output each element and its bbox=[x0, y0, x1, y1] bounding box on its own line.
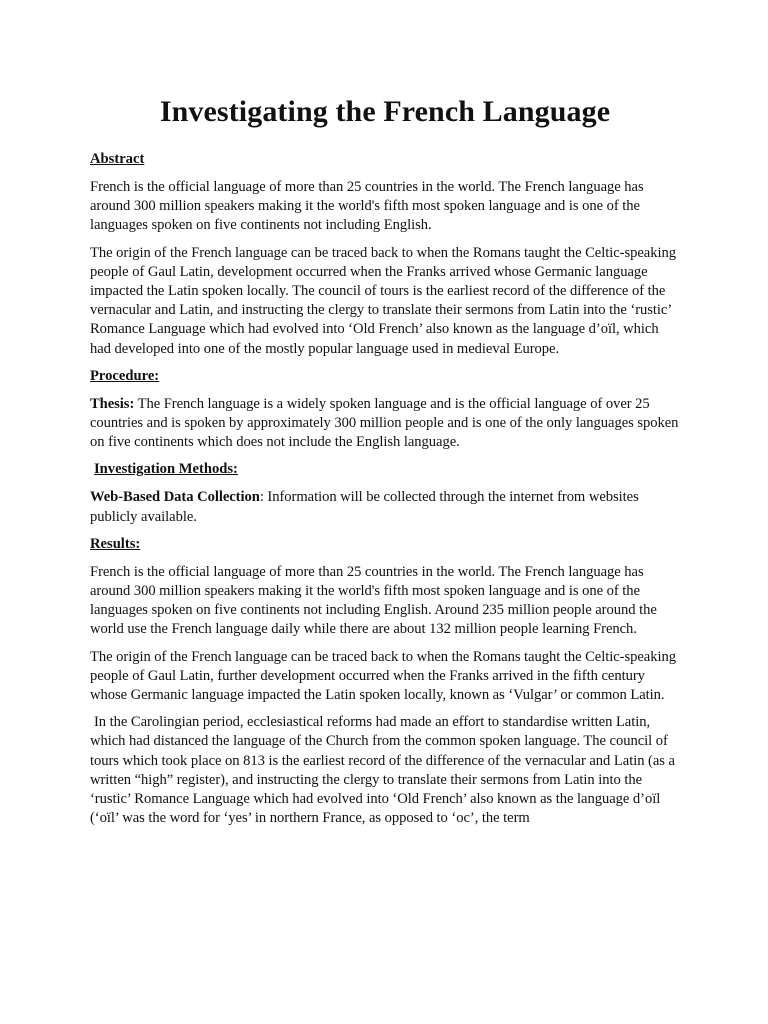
thesis-paragraph bbox=[90, 395, 680, 453]
results-paragraph-1: French is the official language of more than 25 countries in the world. The French language has around 300 million speakers making it the world's fifth most spoken language and is one of the languages spoken on five continents not including English. Around 235 million people around the world use the French language daily while there are about 132 million people learning French. bbox=[90, 563, 657, 638]
results-paragraph-3: In the Carolingian period, ecclesiastical reforms had made an effort to standardise written Latin, which had distanced the language of the Church from the common spoken language. The council of tours which took place on 813 is the earliest record of the difference of the vernacular and Latin (as a written “high” register), and instructing the clergy to translate their sermons from Latin into the ‘rustic’ Romance Language which had evolved into ‘Old French’ also known as the language d’oïl (‘oïl’ was the word for ‘yes’ in northern France, as opposed to ‘oc’, the term bbox=[90, 714, 675, 827]
thesis-text: The French language is a widely spoken language and is the official language of over 25 countries and is spoken by approximately 300 million people and is one of the only languages spoken on five continents which does not include the English language. bbox=[90, 395, 679, 451]
abstract-paragraph-1: French is the official language of more than 25 countries in the world. The French language has around 300 million speakers making it the world's fifth most spoken language and is one of the languages spoken on five continents not including English. bbox=[90, 179, 644, 234]
results-heading: Results: bbox=[90, 535, 141, 552]
results-paragraph-2: The origin of the French language can be traced back to when the Romans taught the Celtic-speaking people of Gaul Latin, further development occurred when the Franks arrived in the fifth century whose Germanic language impacted the Latin spoken locally, known as ‘Vulgar’ or common Latin. bbox=[90, 648, 676, 704]
thesis-label: Thesis: bbox=[90, 395, 135, 412]
abstract-paragraph-2: The origin of the French language can be traced back to when the Romans taught the Celtic-speaking people of Gaul Latin, development occurred when the Franks arrived whose Germanic language impacted the Latin spoken locally. The council of tours is the earliest record of the difference of the vernacular and Latin, and instructing the clergy to translate their sermons from Latin into the ‘rustic’ Romance Language which had evolved into ‘Old French’ also known as the language d’oïl, which had developed into one of the mostly popular language used in medieval Europe. bbox=[90, 244, 676, 357]
document-title: Investigating the French Language bbox=[159, 95, 611, 128]
document-page bbox=[90, 94, 680, 836]
procedure-heading: Procedure: bbox=[90, 367, 160, 384]
abstract-heading: Abstract bbox=[90, 151, 145, 167]
method-label: Web-Based Data Collection bbox=[90, 489, 260, 506]
methods-heading: Investigation Methods: bbox=[94, 461, 238, 478]
method-text: : Information will be collected through the internet from websites publicly available. bbox=[90, 489, 639, 525]
method-paragraph bbox=[90, 488, 680, 526]
